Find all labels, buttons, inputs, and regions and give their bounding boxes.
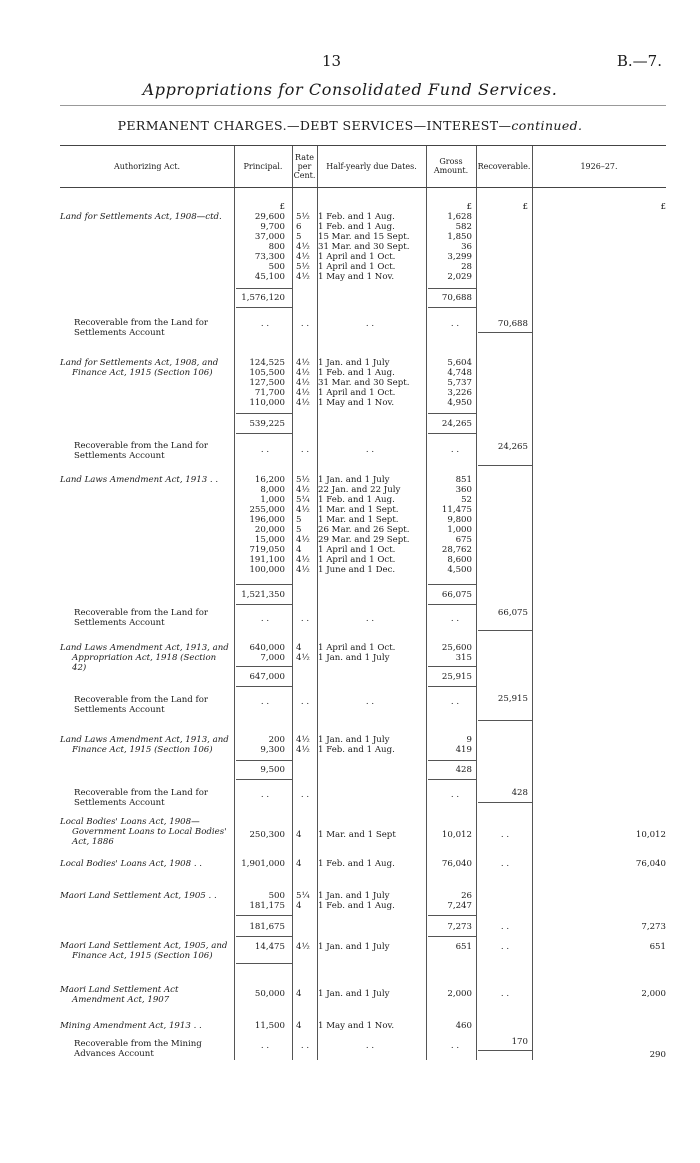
act-name: Maori Land Settlement Act Amendment Act, 1907 (60, 985, 179, 1005)
recoverable-dots: . . (500, 942, 510, 952)
subtotal-rule (236, 604, 292, 605)
authorizing-act (60, 643, 232, 673)
document-reference: B.—7. (616, 52, 662, 70)
dot-leader: . . (450, 319, 460, 329)
header-rate-line: per (297, 161, 312, 171)
subtotal-rule (428, 779, 476, 780)
principal-values: 124,525 105,500 127,500 71,700 110,000 (249, 358, 285, 408)
due-dates: 1 Feb. and 1 Aug. 1 Feb. and 1 Aug. 15 Mar. and 15 Sept. 31 Mar. and 30 Sept. 1 April and 1 Oct. 1 April and 1 Oct. 1 May and 1 Nov. (318, 212, 410, 282)
principal-value: 50,000 (254, 989, 285, 999)
subtotal-rule (428, 584, 476, 585)
subtotal-rule (236, 915, 292, 916)
total-principal: 1,521,350 (241, 590, 285, 600)
subtotal-rule (428, 915, 476, 916)
authorizing-act: Maori Land Settlement Act, 1905 . . (60, 891, 217, 901)
year-amount: 10,012 (635, 830, 666, 840)
gross-values: 1,628 582 1,850 36 3,299 28 2,029 (447, 212, 472, 282)
dot-leader: . . (365, 697, 375, 707)
page-number: 13 (322, 52, 342, 70)
principal-value: 14,475 (254, 942, 285, 952)
year-amount: 651 (649, 942, 666, 952)
dot-leader: . . (365, 319, 375, 329)
recoverable-dots: . . (500, 859, 510, 869)
principal-values: 640,000 7,000 (249, 643, 285, 663)
recoverable-amount: 25,915 (497, 694, 528, 704)
principal-values: 200 9,300 (260, 735, 285, 755)
principal-values: 500 181,175 (249, 891, 285, 911)
recoverable-rule (478, 802, 532, 803)
total-gross: 70,688 (441, 293, 472, 303)
subtotal-rule (428, 666, 476, 667)
total-gross: 24,265 (441, 419, 472, 429)
gross-value: 651 (455, 942, 472, 952)
header-gross-amount (426, 145, 476, 187)
total-gross: 428 (455, 765, 472, 775)
subtotal-rule (428, 760, 476, 761)
rate-values: 5½ 4½ 5¼ 4½ 5 5 4½ 4 4½ 4½ (296, 475, 310, 575)
act-name: Land for Settlements Act, 1908, and Finance Act, 1915 (Section 106) (60, 358, 219, 378)
principal-value: 11,500 (254, 1021, 285, 1031)
dot-leader: . . (450, 790, 460, 800)
act-name: Land Laws Amendment Act, 1913, and Appropriation Act, 1918 (Section 42) (60, 643, 229, 673)
authorizing-act: Land for Settlements Act, 1908—ctd. (60, 212, 222, 222)
due-date: 1 Jan. and 1 July (318, 989, 390, 999)
dot-leader: . . (365, 1041, 375, 1051)
subtotal-rule (236, 686, 292, 687)
header-due-dates: Half-yearly due Dates. (326, 161, 417, 171)
dot-leader: . . (300, 319, 310, 329)
subtotal-rule (236, 779, 292, 780)
recoverable-dots: . . (500, 989, 510, 999)
recoverable-rule (478, 1050, 532, 1051)
dot-leader: . . (260, 697, 270, 707)
pound-sign: £ (660, 202, 666, 212)
pound-sign: £ (522, 202, 528, 212)
recoverable-label: Recoverable from the Land for Settlements Account (74, 608, 208, 628)
dot-leader: . . (260, 1041, 270, 1051)
subtotal-rule (236, 666, 292, 667)
subtotal-rule (428, 604, 476, 605)
dot-leader: . . (300, 614, 310, 624)
recoverable-rule (478, 720, 532, 721)
dot-leader: . . (450, 1041, 460, 1051)
gross-values: 26 7,247 (447, 891, 472, 911)
col-rule (476, 145, 477, 1060)
total-principal: 647,000 (249, 672, 285, 682)
rate-value: 4 (296, 1021, 302, 1031)
recoverable-amount: 66,075 (497, 608, 528, 618)
title-rule (60, 105, 666, 106)
dot-leader: . . (300, 1041, 310, 1051)
total-principal: 181,675 (249, 922, 285, 932)
recoverable-rule (478, 465, 532, 466)
pound-sign: £ (279, 202, 285, 212)
gross-value: 10,012 (441, 830, 472, 840)
authorizing-act: Mining Amendment Act, 1913 . . (60, 1021, 202, 1031)
col-rule (532, 145, 533, 1060)
recoverable-amount: 24,265 (497, 442, 528, 452)
gross-value: 76,040 (441, 859, 472, 869)
subtitle-continued: continued. (511, 118, 583, 133)
total-gross: 66,075 (441, 590, 472, 600)
principal-value: 1,901,000 (241, 859, 285, 869)
header-authorizing-act: Authorizing Act. (113, 161, 181, 171)
subtotal-rule (236, 433, 292, 434)
gross-value: 2,000 (447, 989, 472, 999)
header-rate-line: Cent. (293, 170, 316, 180)
subtotal-rule (236, 936, 292, 937)
authorizing-act: Land Laws Amendment Act, 1913 . . (60, 475, 219, 485)
due-date: 1 Feb. and 1 Aug. (318, 859, 395, 869)
due-dates: 1 Jan. and 1 July 1 Feb. and 1 Aug. (318, 735, 395, 755)
authorizing-act (60, 735, 232, 755)
total-principal: 9,500 (260, 765, 285, 775)
section-subtitle (0, 118, 700, 133)
due-date: 1 May and 1 Nov. (318, 1021, 395, 1031)
recoverable-dots: . . (500, 830, 510, 840)
recoverable-label: Recoverable from the Land for Settlements Account (74, 441, 208, 461)
recoverable-rule (478, 332, 532, 333)
subtotal-rule (236, 760, 292, 761)
header-recoverable: Recoverable. (477, 161, 531, 171)
dot-leader: . . (300, 697, 310, 707)
subtotal-rule (428, 433, 476, 434)
dot-leader: . . (300, 790, 310, 800)
appropriations-table (60, 145, 666, 1060)
act-name: Land Laws Amendment Act, 1913, and Finance Act, 1915 (Section 106) (60, 735, 229, 755)
pound-sign: £ (466, 202, 472, 212)
subtotal-rule (236, 307, 292, 308)
rate-values: 4 4½ (296, 643, 310, 663)
authorizing-act (60, 358, 232, 378)
dot-leader: . . (365, 614, 375, 624)
due-dates: 1 Jan. and 1 July 22 Jan. and 22 July 1 Feb. and 1 Aug. 1 Mar. and 1 Sept. 1 Mar. and 1 Sept. 26 Mar. and 26 Sept. 29 Mar. and 29 Sept. 1 April and 1 Oct. 1 April and 1 Oct. 1 June and 1 Dec. (318, 475, 410, 575)
recoverable-label: Recoverable from the Land for Settlements Account (74, 318, 208, 338)
total-principal: 1,576,120 (241, 293, 285, 303)
header-principal: Principal. (243, 161, 283, 171)
subtotal-rule (236, 963, 292, 964)
dot-leader: . . (450, 614, 460, 624)
recoverable-amount: 428 (511, 788, 528, 798)
due-dates: 1 Jan. and 1 July 1 Feb. and 1 Aug. 31 Mar. and 30 Sept. 1 April and 1 Oct. 1 May and 1 Nov. (318, 358, 410, 408)
authorizing-act (60, 817, 232, 847)
rate-values: 5¼ 4 (296, 891, 310, 911)
year-amount: 290 (649, 1050, 666, 1060)
gross-values: 9 419 (455, 735, 472, 755)
rate-value: 4 (296, 859, 302, 869)
col-rule (234, 145, 235, 1060)
dot-leader: . . (260, 445, 270, 455)
due-date: 1 Mar. and 1 Sept (318, 830, 396, 840)
recoverable-rule (478, 630, 532, 631)
col-rule (426, 145, 427, 1060)
rate-values: 5½ 6 5 4½ 4½ 5½ 4½ (296, 212, 310, 282)
dot-leader: . . (300, 445, 310, 455)
principal-values: 16,200 8,000 1,000 255,000 196,000 20,000 15,000 719,050 191,100 100,000 (249, 475, 285, 575)
subtitle-main: PERMANENT CHARGES.—DEBT SERVICES—INTEREST— (117, 118, 512, 133)
header-gross-line: Amount. (433, 166, 469, 175)
authorizing-act: Local Bodies' Loans Act, 1908 . . (60, 859, 203, 869)
rate-values: 4½ 4½ 4½ 4½ 4½ (296, 358, 310, 408)
authorizing-act (60, 941, 232, 961)
subtotal-rule (428, 307, 476, 308)
total-principal: 539,225 (249, 419, 285, 429)
recoverable-amount: 70,688 (497, 319, 528, 329)
header-year: 1926–27. (580, 161, 618, 171)
dot-leader: . . (450, 445, 460, 455)
year-amount: 7,273 (641, 922, 666, 932)
subtotal-rule (428, 936, 476, 937)
subtotal-rule (428, 288, 476, 289)
subtotal-rule (236, 584, 292, 585)
dot-leader: . . (365, 445, 375, 455)
due-date: 1 Jan. and 1 July (318, 942, 390, 952)
header-bottom-rule (60, 187, 666, 188)
subtotal-rule (236, 413, 292, 414)
gross-value: 460 (455, 1021, 472, 1031)
gross-values: 25,600 315 (441, 643, 472, 663)
header-gross-line: Gross (439, 157, 463, 166)
year-amount: 2,000 (641, 989, 666, 999)
col-rule (317, 145, 318, 1060)
year-amount: 76,040 (635, 859, 666, 869)
rate-value: 4 (296, 989, 302, 999)
total-gross: 7,273 (447, 922, 472, 932)
total-gross: 25,915 (441, 672, 472, 682)
subtotal-rule (428, 686, 476, 687)
due-dates: 1 Jan. and 1 July 1 Feb. and 1 Aug. (318, 891, 395, 911)
principal-value: 250,300 (249, 830, 285, 840)
rate-values: 4½ 4½ (296, 735, 310, 755)
col-rule (292, 145, 293, 1060)
subtotal-rule (428, 413, 476, 414)
recoverable-label: Recoverable from the Land for Settlements Account (74, 788, 208, 808)
due-dates: 1 April and 1 Oct. 1 Jan. and 1 July (318, 643, 396, 663)
dot-leader: . . (260, 790, 270, 800)
recoverable-label: Recoverable from the Land for Settlements Account (74, 695, 208, 715)
principal-values: 29,600 9,700 37,000 800 73,300 500 45,100 (254, 212, 285, 282)
recoverable-dots: . . (500, 922, 510, 932)
authorizing-act (60, 985, 232, 1005)
recoverable-label: Recoverable from the Mining Advances Account (74, 1039, 202, 1059)
act-name: Local Bodies' Loans Act, 1908— Government Loans to Local Bodies' Act, 1886 (60, 817, 227, 847)
header-rate (292, 145, 317, 187)
act-name: Maori Land Settlement Act, 1905, and Finance Act, 1915 (Section 106) (60, 941, 228, 961)
rate-value: 4 (296, 830, 302, 840)
gross-values: 851 360 52 11,475 9,800 1,000 675 28,762 8,600 4,500 (441, 475, 472, 575)
header-rate-line: Rate (295, 152, 314, 162)
gross-values: 5,604 4,748 5,737 3,226 4,950 (447, 358, 472, 408)
page-title: Appropriations for Consolidated Fund Services. (142, 80, 558, 99)
dot-leader: . . (450, 697, 460, 707)
subtotal-rule (236, 288, 292, 289)
dot-leader: . . (260, 319, 270, 329)
rate-value: 4½ (296, 942, 310, 952)
recoverable-amount: 170 (511, 1037, 528, 1047)
dot-leader: . . (260, 614, 270, 624)
